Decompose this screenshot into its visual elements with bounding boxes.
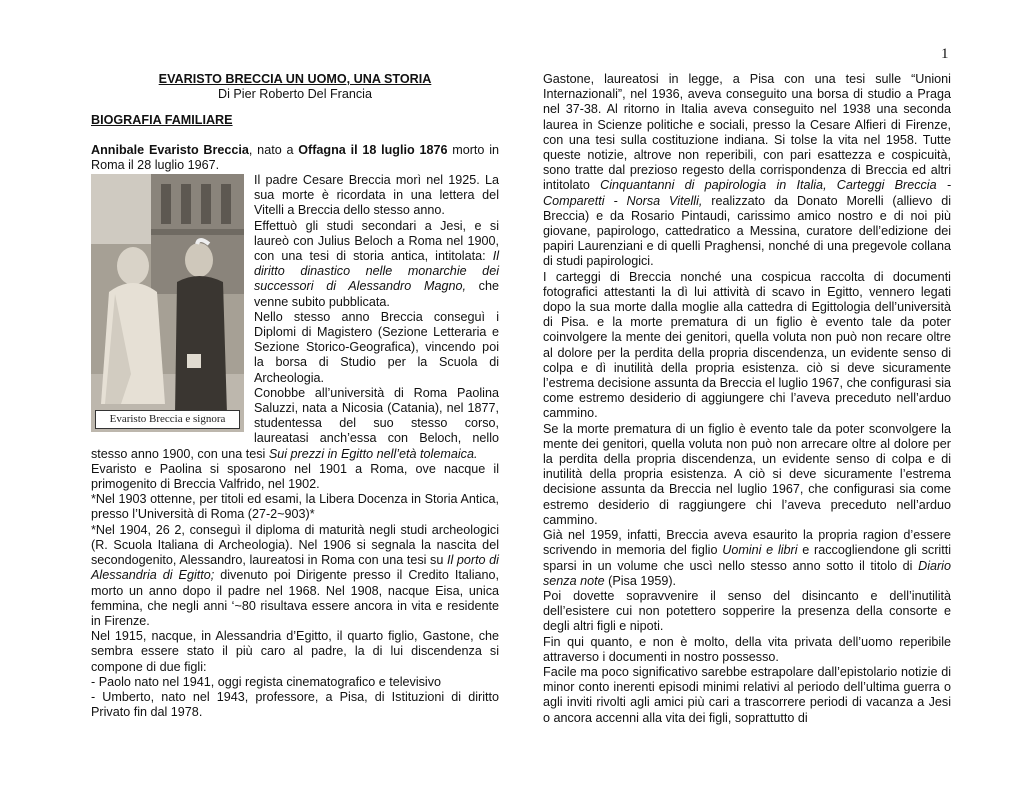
book-title-italic: Cinquantanni di papirologia in Italia, Carteggi Breccia - Comparetti - Norsa Vitelli, xyxy=(543,178,952,208)
paragraph-diplomas: Nello stesso anno Breccia conseguì i Diplomi di Magistero (Sezione Letteraria e Sezione Storico-Geografica), vincendo poi la borsa di Studio per la Scuola di Archeologia. xyxy=(254,309,499,385)
document-title: EVARISTO BRECCIA UN UOMO, UNA STORIA xyxy=(158,72,432,86)
paragraph-carteggi: I carteggi di Breccia nonché una cospicua raccolta di documenti fotografici attestanti la dì lui attività di scavo in Egitto, vennero legati dopo la sua morte dalla moglie alla cattedra di Egittologia dell’università di Pisa. e la morte prematura di un figlio è evento tale da poter coinvolgere la mente dei genitori, quella voluta non può non recare oltre al dolore per la perdita della propria discendenza, un evidente senso di colpa e dì inutilità della propria esistenza. ciò si deve sicuramente l’estrema decisione assunta da Breccia el luglio 1967, che configurasi sia come estremo desiderio di aggiungere chi l’aveva preceduto nell’arduo cammino. xyxy=(543,269,951,421)
book-title-italic: Uomini e libri xyxy=(722,543,798,558)
text-span: , nato a xyxy=(248,142,299,157)
paragraph-1904 xyxy=(91,523,499,629)
text-span: (Pisa 1959). xyxy=(604,573,677,588)
text-span: che venne subito pubblicata. xyxy=(254,279,499,309)
section-heading: BIOGRAFIA FAMILIARE xyxy=(91,113,233,128)
thesis-title-italic: Il diritto dinastico nelle monarchie dei successori di Alessandro Magno, xyxy=(254,249,499,294)
text-span: Gastone, laureatosi in legge, a Pisa con una tesi sulle “Unioni Internazionali”, nel 1936, aveva conseguito una borsa di studio a Praga nel 37-38. Al ritorno in Italia aveva conseguito nel 1938 una seconda laurea in Scienze politiche e sociali, presso la Cesare Alfieri di Firenze, con una tesi sulla costituzione indiana. Si tolse la vita nel 1958. Tutte queste notizie, altrove non reperibili, con pari esattezza e cospicuità, sono tratte dal prezioso regesto della corrispondenza di Breccia ed altri intitolato xyxy=(543,72,951,193)
paragraph-gastone: Nel 1915, nacque, in Alessandria d’Egitto, il quarto figlio, Gastone, che sembra essere stato il più caro al padre, la di lui discendenza si compone di due figli: xyxy=(91,629,499,674)
right-column xyxy=(543,72,951,726)
photo-breccia-and-wife xyxy=(91,174,244,432)
text-span: realizzato da Donato Morelli (allievo di Breccia) e da Rosario Pintaudi, carissimo amico nostro e di noi più giovane, papirologo, cattedratico a Messina, curatore dell’edizione dei papiri Laurenziani e di quelli Praghensi, nonché di una pregevole collana di studi papirologici. xyxy=(543,193,952,269)
book-title-italic: Diario senza note xyxy=(543,558,951,588)
paragraph-1959 xyxy=(543,528,951,589)
paragraph-father: Il padre Cesare Breccia morì nel 1925. La sua morte è ricordata in una lettera del Vitelli a Breccia dello stesso anno. xyxy=(254,173,499,218)
text-span: Effettuò gli studi secondari a Jesi, e si laureò con Julius Beloch a Roma nel 1900, con una tesi di storia antica, intitolata: xyxy=(254,218,499,264)
photo-caption: Evaristo Breccia e signora xyxy=(95,410,240,429)
place-date-bold: Offagna il 18 luglio 1876 xyxy=(298,142,448,157)
page-number: 1 xyxy=(941,46,949,62)
paragraph-marriage: Evaristo e Paolina si sposarono nel 1901 a Roma, ove nacque il primogenito di Breccia Valfrido, nel 1902. xyxy=(91,461,499,492)
document-author: Di Pier Roberto Del Francia xyxy=(218,87,372,102)
left-column xyxy=(91,72,499,720)
thesis-title-italic: Sui prezzi in Egitto nell’età tolemaica. xyxy=(268,446,478,461)
text-span: Già nel 1959, infatti, Breccia aveva esaurito la propria ragion d’essere scrivendo in memoria del figlio xyxy=(543,528,951,558)
text-span: *Nel 1904, 26 2, conseguì il diploma di maturità negli studi archeologici (R. Scuola Italiana di Archeologia). Nel 1906 si segnala la nascita del secondogenito, Alessandro, laureatosi in Roma con una tesi su xyxy=(91,522,499,568)
paragraph-fin-qui: Fin qui quanto, e non è molto, della vita privata dell’uomo reperibile attraverso i documenti in nostro possesso. xyxy=(543,634,951,664)
photo-image xyxy=(91,174,244,432)
text-span: e raccogliendone gli scritti sparsi in un volume che uscì nello stesso anno sotto il titolo di xyxy=(543,543,951,573)
text-span: divenuto poi Dirigente presso il Credito Italiano, morto un anno dopo il padre nel 1968. Nel 1908, nacque Eisa, unica femmina, che negli anni ‘~80 risultava essere ancora in vita e residente in Firenze. xyxy=(91,568,499,628)
paragraph-umberto: - Umberto, nato nel 1943, professore, a Pisa, di Istituzioni di diritto Privato fin dal 1978. xyxy=(91,689,499,720)
paragraph-gastone-career xyxy=(543,72,951,270)
paragraph-birth xyxy=(91,143,499,173)
text-span: Conobbe all’università di Roma Paolina Saluzzi, nata a Nicosia (Catania), nel 1877, studentessa del suo stesso corso, laureatasi anch’essa con Beloch, nello stesso anno 1900, con una tesi xyxy=(91,385,499,461)
paragraph-docenza: *Nel 1903 ottenne, per titoli ed esami, la Libera Docenza in Storia Antica, presso l’Università di Roma (27-2~903)* xyxy=(91,492,499,522)
text-span: morto in Roma il 28 luglio 1967. xyxy=(91,142,499,172)
paragraph-morte: Se la morte prematura di un figlio è evento tale da poter sconvolgere la mente dei genitori, quella voluta non può non arrecare oltre al dolore per la perdita della propria discendenza, un evidente senso di colpa e di inutilità della propria esistenza. A ciò si deve sicuramente l’estrema decisione assunta da Breccia nel luglio 1967, che configurasi sia come estremo desiderio di raggiungere chi l’aveva preceduto nell’arduo cammino. xyxy=(543,421,951,527)
paragraph-disincanto: Poi dovette sopravvenire il senso del disincanto e dell’inutilità dell’esistere cui non potettero sopperire la presenza della consorte e degli altri figli e nipoti. xyxy=(543,588,951,634)
paragraph-paolo: - Paolo nato nel 1941, oggi regista cinematografico e televisivo xyxy=(91,674,442,689)
thesis-title-italic: Il porto di Alessandria di Egitto; xyxy=(91,553,499,583)
paragraph-epistolario: Facile ma poco significativo sarebbe estrapolare dall’epistolario notizie di minor conto inerenti episodi minimi relativi al periodo dell’ultima guerra o agli inviti rivolti agli amici più cari a trascorrere periodi di vacanza a Jesi o ancora accenni alla vita dei figli, soprattutto di xyxy=(543,664,951,725)
name-bold: Annibale Evaristo Breccia xyxy=(91,142,249,157)
